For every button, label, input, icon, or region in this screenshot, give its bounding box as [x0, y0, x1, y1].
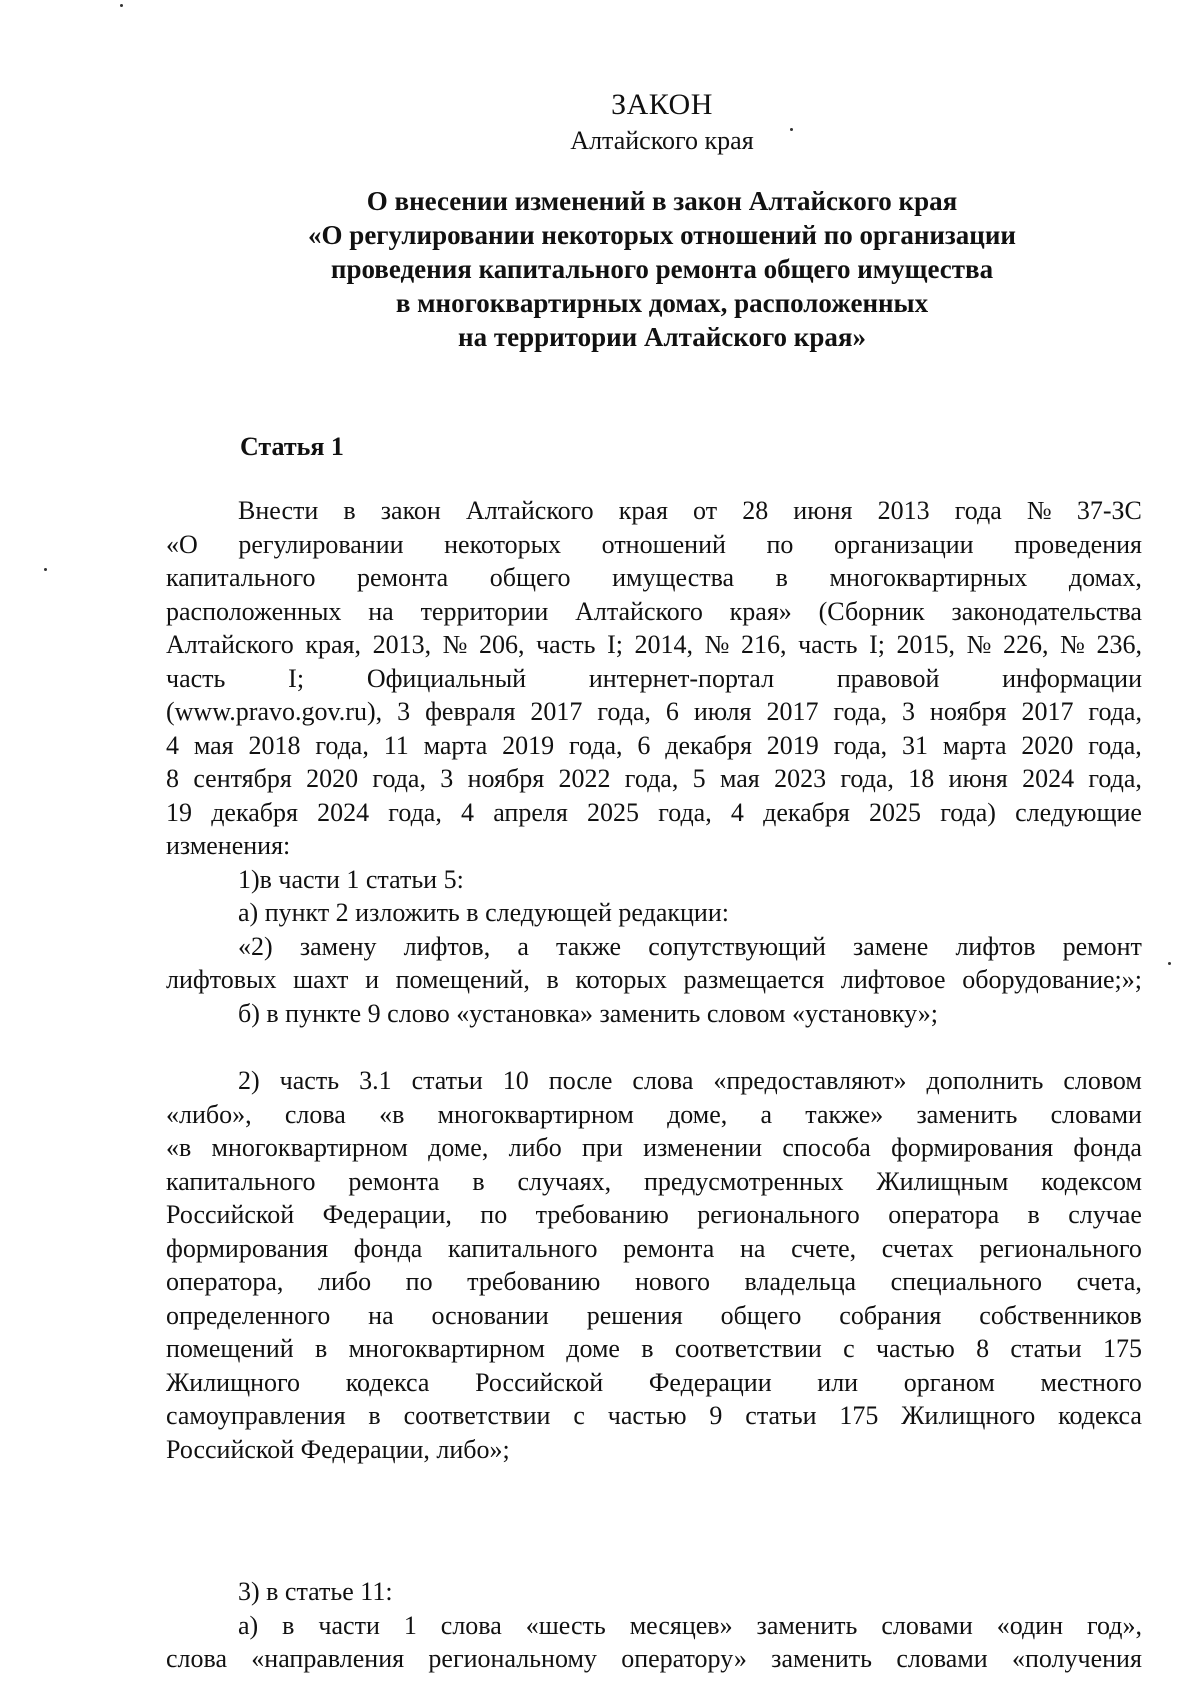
word: нового [634, 1267, 710, 1296]
scan-speck [790, 128, 793, 131]
word: также» [805, 1099, 884, 1129]
word: определенного [166, 1300, 331, 1330]
word: требованию [467, 1267, 601, 1296]
word: помещений, [395, 965, 530, 994]
word: словами [896, 1644, 988, 1673]
word: владельца [744, 1267, 857, 1296]
word: 2024 [1022, 764, 1075, 793]
word: ремонт [1062, 931, 1142, 961]
word: июня [948, 764, 1008, 793]
paragraph-line: изменения: [166, 831, 291, 860]
word: интернет-портал [588, 663, 775, 693]
word: года, [1088, 730, 1142, 760]
item-2-line [166, 1232, 1142, 1266]
word: 2017 [530, 697, 583, 726]
word: часть [798, 630, 858, 659]
law-heading [62, 184, 1200, 354]
word: многоквартирном [348, 1334, 545, 1363]
word: заменить [916, 1099, 1018, 1129]
word: часть [536, 630, 596, 659]
word: 9 [709, 1401, 723, 1430]
word: Алтайского [166, 630, 294, 659]
heading-line: на территории Алтайского края» [458, 322, 866, 352]
word: 2013 [877, 496, 930, 525]
word: счете, [791, 1233, 857, 1263]
word: «один [996, 1610, 1064, 1640]
word: заменить [771, 1644, 873, 1673]
word: 3.1 [359, 1066, 392, 1095]
word: законодательства [951, 596, 1142, 626]
word: статьи [411, 1066, 483, 1095]
word: кодекса [345, 1367, 430, 1397]
word: с [573, 1401, 585, 1430]
word: Жилищным [876, 1166, 1009, 1196]
word: на [368, 1300, 394, 1330]
word: «получения [1011, 1644, 1142, 1673]
paragraph-line [166, 628, 1142, 662]
word: шахт [293, 965, 349, 994]
word: случаях, [517, 1166, 612, 1196]
word: Алтайского [575, 596, 703, 626]
word: 2023 [774, 764, 827, 793]
word: мая [193, 730, 234, 760]
word: края [618, 496, 668, 525]
word: местного [1040, 1367, 1142, 1397]
word: Российской [475, 1367, 604, 1397]
paragraph-line [166, 695, 1142, 729]
word: собрания [839, 1300, 942, 1330]
word: 3 [440, 764, 454, 793]
word: (Сборник [818, 596, 925, 626]
word: ремонта [348, 1166, 440, 1196]
item-2-line [166, 1299, 1142, 1333]
word: статьи [1010, 1334, 1082, 1363]
item-1a-text-line [166, 963, 1142, 997]
word: года) [940, 797, 996, 827]
word: № [966, 630, 992, 659]
word: заменить [756, 1610, 858, 1640]
word: июня [793, 496, 853, 525]
word: по [766, 529, 794, 559]
word: проведения [1014, 529, 1142, 559]
word: лифтов [955, 931, 1036, 961]
word: доме, [428, 1133, 489, 1162]
word: кодекса [1058, 1401, 1142, 1430]
word: многоквартирном [211, 1133, 408, 1162]
word: 3 [901, 697, 915, 726]
word: частью [607, 1401, 687, 1430]
word: года, [840, 764, 894, 793]
word: (www.pravo.gov.ru), [166, 697, 383, 726]
word: в [1027, 1200, 1040, 1229]
paragraph-line [166, 595, 1142, 629]
word: регионального [697, 1200, 860, 1229]
word: года, [597, 697, 651, 726]
item-2-line [166, 1332, 1142, 1366]
word: I; [869, 630, 885, 659]
word: № [442, 630, 468, 659]
word: словами [1050, 1099, 1142, 1129]
word: 236, [1096, 630, 1142, 659]
word: ремонта [623, 1233, 715, 1263]
word: оператора, [166, 1267, 284, 1296]
word: либо [508, 1133, 562, 1162]
word: словом [1063, 1066, 1142, 1095]
word: 6 [637, 730, 651, 760]
item-3a-line [166, 1609, 1142, 1643]
item-2-line [166, 1064, 1142, 1098]
word: 4 [461, 797, 475, 827]
word: и [365, 965, 379, 994]
word: требованию [535, 1200, 669, 1229]
word: слова [284, 1099, 346, 1129]
word: «шесть [525, 1610, 606, 1640]
word: ремонта [357, 563, 449, 592]
word: информации [1002, 663, 1142, 693]
word: помещений [166, 1334, 294, 1363]
word: в [282, 1610, 295, 1640]
word: 3 [397, 697, 411, 726]
item-2-line [166, 1399, 1142, 1433]
word: фонда [1073, 1133, 1142, 1162]
word: декабря [665, 730, 752, 760]
word: апреля [493, 797, 568, 827]
item-2-line [166, 1165, 1142, 1199]
paragraph-line [166, 662, 1142, 696]
word: год», [1086, 1610, 1142, 1640]
word: года, [624, 764, 679, 793]
word: № [1060, 630, 1085, 659]
word: следующие [1015, 797, 1142, 827]
word: 2019 [766, 730, 819, 760]
word: года, [388, 797, 442, 827]
word: года, [1088, 764, 1142, 793]
word: также [556, 931, 622, 961]
word: 28 [742, 496, 769, 525]
word: 2017 [766, 697, 819, 726]
word: года, [1088, 697, 1142, 726]
word: или [817, 1367, 859, 1397]
word: 1 [403, 1610, 417, 1640]
word: 2019 [502, 730, 555, 760]
word: 2014, [634, 630, 694, 659]
word: при [582, 1133, 623, 1162]
word: доме [566, 1334, 620, 1363]
item-2-line [166, 1366, 1142, 1400]
word: Официальный [366, 663, 527, 693]
word: региональному [428, 1644, 597, 1673]
paragraph-line [166, 762, 1142, 796]
word: счета, [1076, 1267, 1142, 1296]
word: часть [279, 1066, 340, 1095]
word: года, [568, 730, 623, 760]
word: доме, [667, 1099, 728, 1129]
word: края, [305, 630, 361, 659]
word: оператора [888, 1200, 1000, 1229]
word: капитального [166, 1166, 316, 1196]
word: декабря [763, 797, 850, 827]
word: 2013, [372, 630, 432, 659]
word: общего [489, 563, 571, 592]
item-2-line [166, 1098, 1142, 1132]
word: лифтовое [840, 965, 946, 994]
word: Жилищного [166, 1367, 301, 1397]
item-2-line [166, 1198, 1142, 1232]
word: года, [833, 730, 888, 760]
word: 8 [976, 1334, 990, 1363]
word: 4 [166, 730, 179, 760]
word: «в [379, 1099, 405, 1129]
heading-line: О внесении изменений в закон Алтайского края [366, 186, 958, 216]
word: 2025 [587, 797, 639, 827]
item-1a-line: а) пункт 2 изложить в следующей редакции: [238, 898, 729, 927]
word: в [368, 1401, 381, 1430]
word: домах, [1068, 563, 1142, 592]
word: Федерации, [322, 1200, 452, 1229]
item-1a-text-line [166, 930, 1142, 964]
word: замене [853, 931, 929, 961]
word: 2020 [1021, 730, 1074, 760]
word: дополнить [926, 1066, 1044, 1095]
word: случае [1068, 1200, 1142, 1229]
word: 2017 [1021, 697, 1074, 726]
word: «2) [238, 931, 273, 961]
word: 2025 [869, 797, 922, 827]
word: 8 [166, 764, 179, 793]
word: изменении [643, 1133, 763, 1162]
word: многоквартирных [829, 563, 1028, 592]
word: № [704, 630, 730, 659]
word: по [405, 1267, 433, 1296]
word: соответствии [674, 1334, 822, 1363]
word: на [368, 596, 394, 626]
word: а [517, 931, 529, 961]
word: 5 [692, 764, 706, 793]
paragraph-line [166, 561, 1142, 595]
word: многоквартирном [437, 1099, 634, 1129]
word: основании [431, 1300, 549, 1330]
word: I; [607, 630, 623, 659]
word: 11 [383, 730, 409, 760]
word: размещается [683, 965, 825, 994]
law-region: Алтайского края [570, 126, 754, 155]
word: в [641, 1334, 654, 1363]
word: оператору» [621, 1644, 747, 1673]
article-body-part-3 [166, 1575, 1142, 1676]
word: организации [834, 529, 974, 559]
word: декабря [211, 797, 298, 827]
paragraph-line [166, 729, 1142, 763]
paragraph-line [166, 528, 1142, 562]
scan-speck [44, 568, 47, 571]
word: соответствии [403, 1401, 551, 1430]
word: Алтайского [465, 496, 594, 525]
word: фонда [353, 1233, 423, 1263]
word: года, [658, 797, 712, 827]
article-title: Статья 1 [240, 432, 344, 461]
word: 18 [908, 764, 935, 793]
word: 31 [902, 730, 929, 760]
word: марта [942, 730, 1007, 760]
word: «предоставляют» [713, 1066, 907, 1095]
word: предусмотренных [643, 1166, 844, 1196]
word: частью [875, 1334, 955, 1363]
word: регулировании [238, 529, 404, 559]
item-2-line: Российской Федерации, либо»; [166, 1434, 510, 1464]
word: в [472, 1166, 485, 1196]
word: счетах [881, 1233, 954, 1263]
paragraph-line [166, 494, 1142, 528]
item-1b-line: б) в пункте 9 слово «установка» заменить словом «установку»; [238, 998, 939, 1028]
word: оборудование;»; [962, 965, 1142, 994]
article-body-part-2 [166, 1064, 1142, 1466]
word: от [693, 496, 718, 525]
word: 2015, [896, 630, 956, 659]
item-1-line: 1)в части 1 статьи 5: [238, 864, 464, 894]
word: ноября [467, 764, 545, 793]
word: 2022 [558, 764, 611, 793]
word: 6 [665, 697, 679, 726]
word: которых [575, 965, 667, 994]
word: собственников [979, 1300, 1142, 1330]
word: а [760, 1099, 773, 1129]
word: 175 [1102, 1334, 1142, 1363]
word: сопутствующий [648, 931, 826, 961]
word: 10 [502, 1066, 529, 1095]
word: части [318, 1610, 380, 1640]
heading-line: «О регулировании некоторых отношений по организации [308, 220, 1016, 250]
word: по [480, 1200, 508, 1229]
word: Федерации [648, 1367, 772, 1397]
word: слова [440, 1610, 502, 1640]
word: слова [632, 1066, 694, 1095]
word: на [739, 1233, 766, 1263]
word: имущества [612, 563, 735, 592]
word: закон [380, 496, 441, 525]
word: органом [903, 1367, 995, 1397]
heading-line: в многоквартирных домах, расположенных [395, 288, 929, 318]
word: территории [420, 596, 549, 626]
item-2-line [166, 1265, 1142, 1299]
word: в [775, 563, 788, 592]
word: правовой [836, 663, 940, 693]
word: расположенных [166, 596, 342, 626]
word: кодексом [1041, 1166, 1142, 1196]
word: в [315, 1334, 328, 1363]
word: общего [720, 1300, 802, 1330]
word: марта [423, 730, 488, 760]
word: 2020 [306, 764, 359, 793]
word: в [343, 496, 356, 525]
word: капитального [166, 563, 316, 592]
word: года, [372, 764, 426, 793]
word: лифтов, [403, 931, 491, 961]
word: капитального [447, 1233, 598, 1263]
word: 206, [479, 630, 525, 659]
word: словами [881, 1610, 973, 1640]
word: лифтовых [166, 965, 277, 994]
word: месяцев» [629, 1610, 733, 1640]
word: мая [719, 764, 760, 793]
word: года, [833, 697, 887, 726]
word: года [954, 496, 1002, 525]
word: 175 [839, 1401, 879, 1430]
item-3a-line [166, 1642, 1142, 1676]
word: 2) [238, 1066, 260, 1095]
word: края» [729, 596, 792, 626]
word: 2024 [317, 797, 370, 827]
word: «направления [251, 1644, 405, 1673]
heading-line: проведения капитального ремонта общего имущества [330, 254, 994, 284]
word: формирования [891, 1133, 1054, 1162]
scan-speck [1168, 962, 1171, 965]
word: июля [693, 697, 752, 726]
word: Жилищного [901, 1401, 1036, 1430]
word: ноября [929, 697, 1007, 726]
word: специального [890, 1267, 1042, 1296]
article-body-part-1 [166, 494, 1142, 1030]
word: «О [166, 529, 198, 559]
item-2-line [166, 1131, 1142, 1165]
word: а) [238, 1610, 259, 1640]
item-3-line: 3) в статье 11: [238, 1577, 393, 1606]
word: замену [299, 931, 377, 961]
word: 37-ЗС [1076, 496, 1142, 525]
word: регионального [979, 1233, 1142, 1263]
word: либо [317, 1267, 372, 1296]
word: статьи [745, 1401, 817, 1430]
word: 226, [1003, 630, 1049, 659]
word: 2018 [248, 730, 301, 760]
word: Российской [166, 1200, 295, 1229]
word: с [843, 1334, 855, 1363]
word: I; [288, 663, 305, 693]
law-title: ЗАКОН [611, 88, 713, 121]
paragraph-line [166, 796, 1142, 830]
word: в [546, 965, 559, 994]
word: решения [586, 1300, 683, 1330]
word: формирования [166, 1233, 329, 1263]
word: после [548, 1066, 613, 1095]
word: «в [166, 1133, 192, 1162]
word: года, [315, 730, 369, 760]
word: способа [782, 1133, 871, 1162]
word: самоуправления [166, 1401, 346, 1430]
word: сентября [193, 764, 292, 793]
word: слова [166, 1644, 227, 1673]
word: «либо», [166, 1099, 252, 1129]
word: 4 [730, 797, 744, 827]
word: 19 [166, 797, 192, 827]
word: 216, [741, 630, 787, 659]
scan-speck [120, 4, 123, 7]
word: февраля [425, 697, 516, 726]
word: часть [166, 663, 226, 693]
word: отношений [601, 529, 726, 559]
word: № [1026, 496, 1052, 525]
word: некоторых [444, 529, 562, 559]
word: Внести [238, 496, 319, 525]
